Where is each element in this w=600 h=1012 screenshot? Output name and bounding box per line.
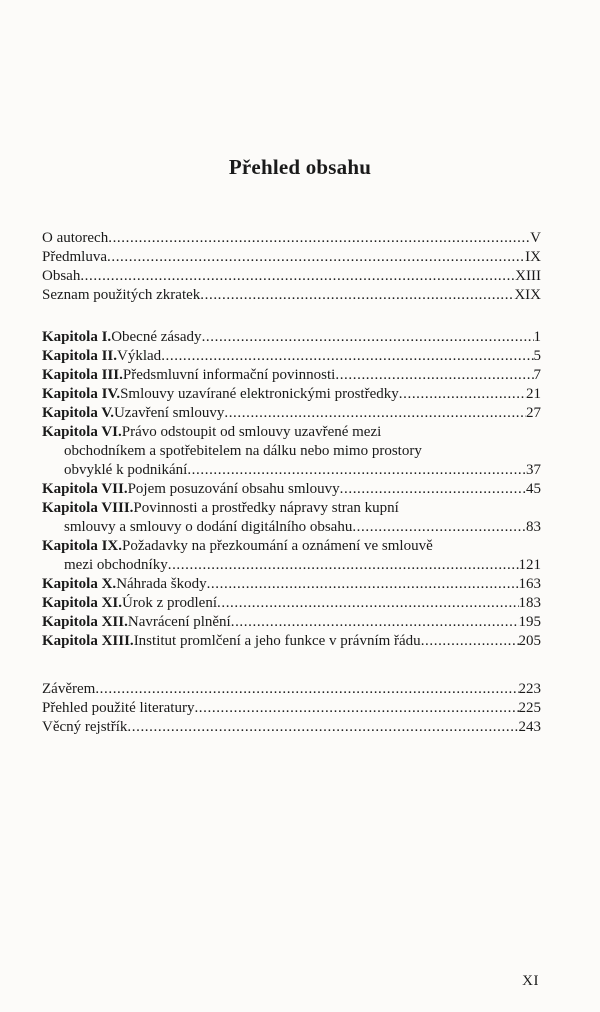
chapter-page: 21: [526, 386, 541, 402]
chapter-number: Kapitola XII.: [42, 614, 128, 630]
dot-leader: [217, 594, 519, 613]
chapter-entry[interactable]: [42, 499, 541, 537]
dot-leader: [107, 248, 525, 267]
chapter-title-continued: [42, 442, 541, 461]
chapter-title: Pojem posuzování obsahu smlouvy: [127, 481, 340, 497]
dot-leader: [108, 229, 530, 248]
chapter-entry[interactable]: [42, 480, 541, 499]
page-number: XI: [522, 973, 539, 989]
dot-leader: [340, 480, 526, 499]
dot-leader: [399, 385, 526, 404]
chapter-line: [42, 366, 541, 385]
chapter-entry[interactable]: [42, 328, 541, 347]
chapter-number: Kapitola IX.: [42, 538, 123, 554]
chapter-title-continued: [42, 518, 541, 537]
dot-leader: [231, 613, 519, 632]
chapter-page: 121: [518, 557, 541, 573]
chapter-number: Kapitola V.: [42, 405, 114, 421]
chapter-page: 163: [518, 576, 541, 592]
toc-entry-page: V: [530, 230, 541, 246]
toc-entry-page: IX: [525, 249, 541, 265]
chapter-entry[interactable]: [42, 404, 541, 423]
chapter-line: [42, 328, 541, 347]
chapter-line: [42, 385, 541, 404]
chapter-entry[interactable]: [42, 347, 541, 366]
toc-entry-line: [42, 229, 541, 248]
chapter-entry[interactable]: [42, 366, 541, 385]
back-matter-list: [42, 680, 541, 737]
chapter-line: [42, 594, 541, 613]
chapter-title: Smlouvy uzavírané elektronickými prostředky: [120, 386, 399, 402]
dot-leader: [187, 461, 526, 480]
toc-entry-label: Věcný rejstřík: [42, 719, 128, 735]
toc-entry[interactable]: [42, 286, 541, 305]
toc-entry-page: 223: [518, 681, 541, 697]
chapter-title-continued-text: obchodníkem a spotřebitelem na dálku nebo mimo prostory: [64, 443, 422, 459]
toc-entry-label: Přehled použité literatury: [42, 700, 195, 716]
toc-entry[interactable]: [42, 699, 541, 718]
toc-entry-page: 243: [518, 719, 541, 735]
chapter-entry[interactable]: [42, 613, 541, 632]
chapter-title: Uzavření smlouvy: [113, 405, 225, 421]
dot-leader: [80, 267, 515, 286]
chapter-page: 1: [533, 329, 541, 345]
toc-entry-line: [42, 718, 541, 737]
toc-entry-line: [42, 680, 541, 699]
chapter-number: Kapitola II.: [42, 348, 118, 364]
dot-leader: [202, 328, 534, 347]
chapter-line: [42, 632, 541, 651]
toc-entry-label: O autorech: [42, 230, 109, 246]
dot-leader: [168, 556, 519, 575]
chapter-page: 195: [518, 614, 541, 630]
chapter-line: [42, 613, 541, 632]
dot-leader: [421, 632, 519, 651]
dot-leader: [194, 699, 518, 718]
toc-entry-line: [42, 267, 541, 286]
toc-entry-label: Obsah: [42, 268, 81, 284]
toc-entry[interactable]: [42, 229, 541, 248]
chapter-entry[interactable]: [42, 423, 541, 480]
chapter-title-continued: [42, 556, 541, 575]
chapter-line: [42, 347, 541, 366]
chapter-page: 5: [533, 348, 541, 364]
dot-leader: [352, 518, 526, 537]
chapter-number: Kapitola X.: [42, 576, 117, 592]
dot-leader: [95, 680, 518, 699]
chapter-title: Náhrada škody: [116, 576, 207, 592]
chapter-title: Úrok z prodlení: [122, 595, 217, 611]
dot-leader: [224, 404, 526, 423]
chapter-line: [42, 575, 541, 594]
chapter-number: Kapitola XI.: [42, 595, 123, 611]
chapter-entry[interactable]: [42, 537, 541, 575]
chapter-title: Požadavky na přezkoumání a oznámení ve smlouvě: [122, 538, 433, 554]
chapter-line: [42, 404, 541, 423]
toc-entry-line: [42, 248, 541, 267]
dot-leader: [207, 575, 519, 594]
chapter-page: 7: [533, 367, 541, 383]
chapter-entry[interactable]: [42, 575, 541, 594]
chapter-number: Kapitola VIII.: [42, 500, 134, 516]
dot-leader: [127, 718, 518, 737]
chapter-entry[interactable]: [42, 385, 541, 404]
chapter-line: [42, 537, 541, 556]
toc-entry[interactable]: [42, 718, 541, 737]
toc-entry-page: 225: [518, 700, 541, 716]
chapter-page: 37: [526, 462, 541, 478]
chapter-title: Povinnosti a prostředky nápravy stran kupní: [133, 500, 399, 516]
toc-entry-label: Předmluva: [42, 249, 107, 265]
toc-entry-line: [42, 286, 541, 305]
toc-entry[interactable]: [42, 267, 541, 286]
page-title: Přehled obsahu: [228, 155, 372, 179]
chapter-number: Kapitola VII.: [42, 481, 128, 497]
chapter-page: 83: [526, 519, 541, 535]
chapter-number: Kapitola IV.: [42, 386, 121, 402]
dot-leader: [161, 347, 533, 366]
chapter-number: Kapitola XIII.: [42, 633, 134, 649]
chapter-title-continued: [42, 461, 541, 480]
chapter-entry[interactable]: [42, 594, 541, 613]
chapter-entry[interactable]: [42, 632, 541, 651]
chapter-list: [42, 328, 541, 651]
chapter-title: Obecné zásady: [111, 329, 202, 345]
chapter-page: 45: [526, 481, 541, 497]
chapter-title-continued-text: smlouvy a smlouvy o dodání digitálního obsahu: [64, 519, 353, 535]
chapter-number: Kapitola VI.: [42, 424, 122, 440]
toc-entry[interactable]: [42, 680, 541, 699]
chapter-page: 183: [518, 595, 541, 611]
chapter-line: [42, 499, 541, 518]
chapter-title-continued-text: obvyklé k podnikání: [64, 462, 188, 478]
toc-entry-label: Seznam použitých zkratek: [42, 287, 201, 303]
front-matter-list: [42, 229, 541, 305]
chapter-line: [42, 480, 541, 499]
chapter-title-continued-text: mezi obchodníky: [64, 557, 168, 573]
toc-entry[interactable]: [42, 248, 541, 267]
toc-entry-page: XIX: [514, 287, 541, 303]
chapter-title: Právo odstoupit od smlouvy uzavřené mezi: [121, 424, 382, 440]
toc-entry-page: XIII: [515, 268, 541, 284]
chapter-title: Předsmluvní informační povinnosti: [122, 367, 336, 383]
dot-leader: [335, 366, 533, 385]
chapter-line: [42, 423, 541, 442]
dot-leader: [200, 286, 514, 305]
toc-entry-line: [42, 699, 541, 718]
chapter-number: Kapitola I.: [42, 329, 112, 345]
chapter-title: Institut promlčení a jeho funkce v právním řádu: [133, 633, 421, 649]
chapter-title: Výklad: [117, 348, 162, 364]
chapter-number: Kapitola III.: [42, 367, 123, 383]
chapter-page: 27: [526, 405, 541, 421]
chapter-title: Navrácení plnění: [127, 614, 231, 630]
toc-entry-label: Závěrem: [42, 681, 96, 697]
chapter-page: 205: [518, 633, 541, 649]
